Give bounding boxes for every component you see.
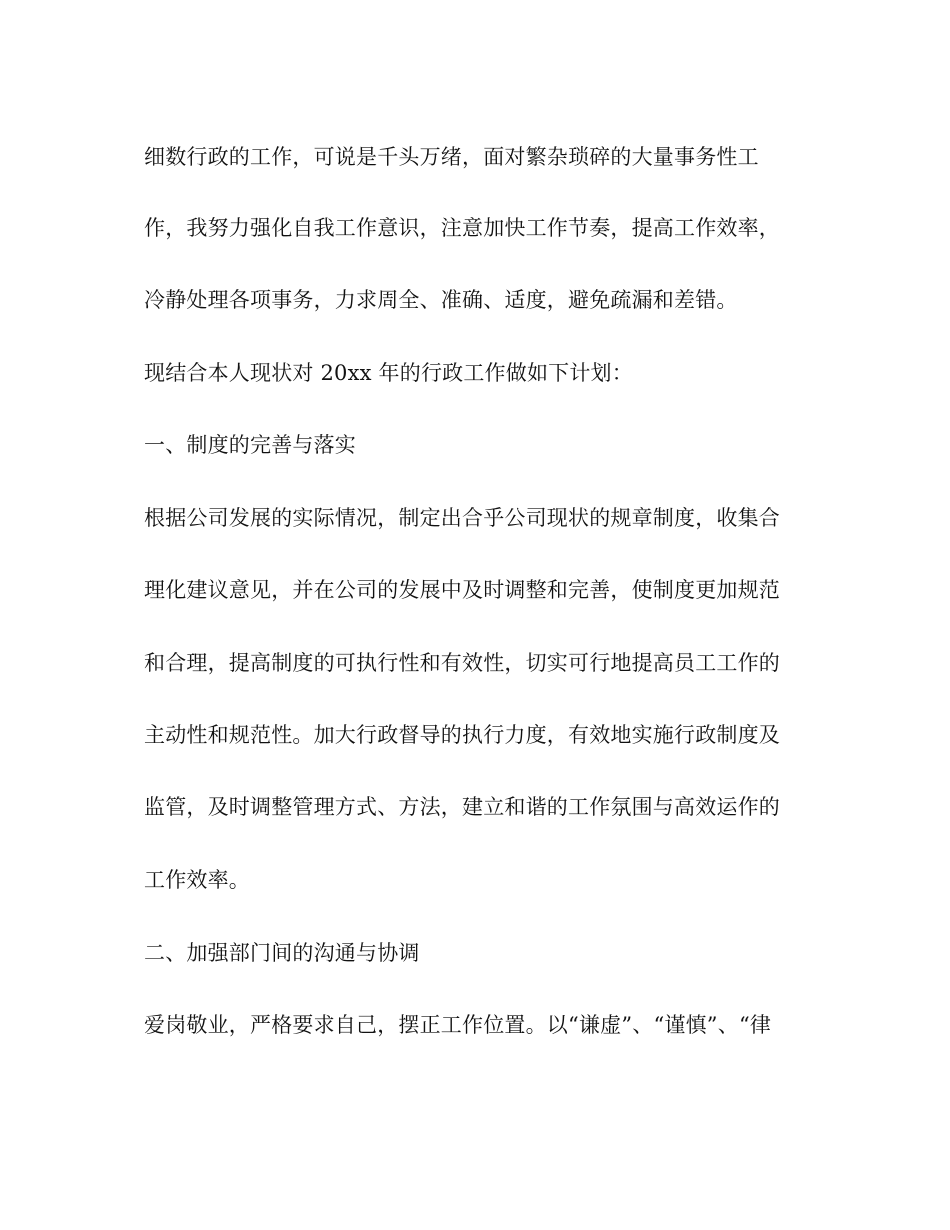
section-heading: 二、加强部门间的沟通与协调 (144, 941, 420, 965)
body-text-line: 和合理，提高制度的可执行性和有效性，切实可行地提高员工工作的 (144, 651, 780, 675)
body-text-line: 理化建议意见，并在公司的发展中及时调整和完善，使制度更加规范 (144, 578, 780, 602)
body-text-line: 主动性和规范性。加大行政督导的执行力度，有效地实施行政制度及 (144, 723, 780, 747)
body-text-line: 作，我努力强化自我工作意识，注意加快工作节奏，提高工作效率， (144, 216, 780, 240)
body-text-line: 爱岗敬业，严格要求自己，摆正工作位置。以“谦虚”、“谨慎”、“律 (144, 1013, 772, 1037)
body-text-line: 工作效率。 (144, 868, 250, 892)
body-text-line: 冷静处理各项事务，力求周全、准确、适度，避免疏漏和差错。 (144, 288, 738, 312)
body-text-line: 现结合本人现状对 20xx 年的行政工作做如下计划： (144, 361, 633, 385)
body-text-line: 细数行政的工作，可说是千头万绪，面对繁杂琐碎的大量事务性工 (144, 145, 759, 169)
body-text-line: 根据公司发展的实际情况，制定出合乎公司现状的规章制度，收集合 (144, 506, 780, 530)
body-text-line: 监管，及时调整管理方式、方法，建立和谐的工作氛围与高效运作的 (144, 795, 780, 819)
section-heading: 一、制度的完善与落实 (144, 433, 356, 457)
